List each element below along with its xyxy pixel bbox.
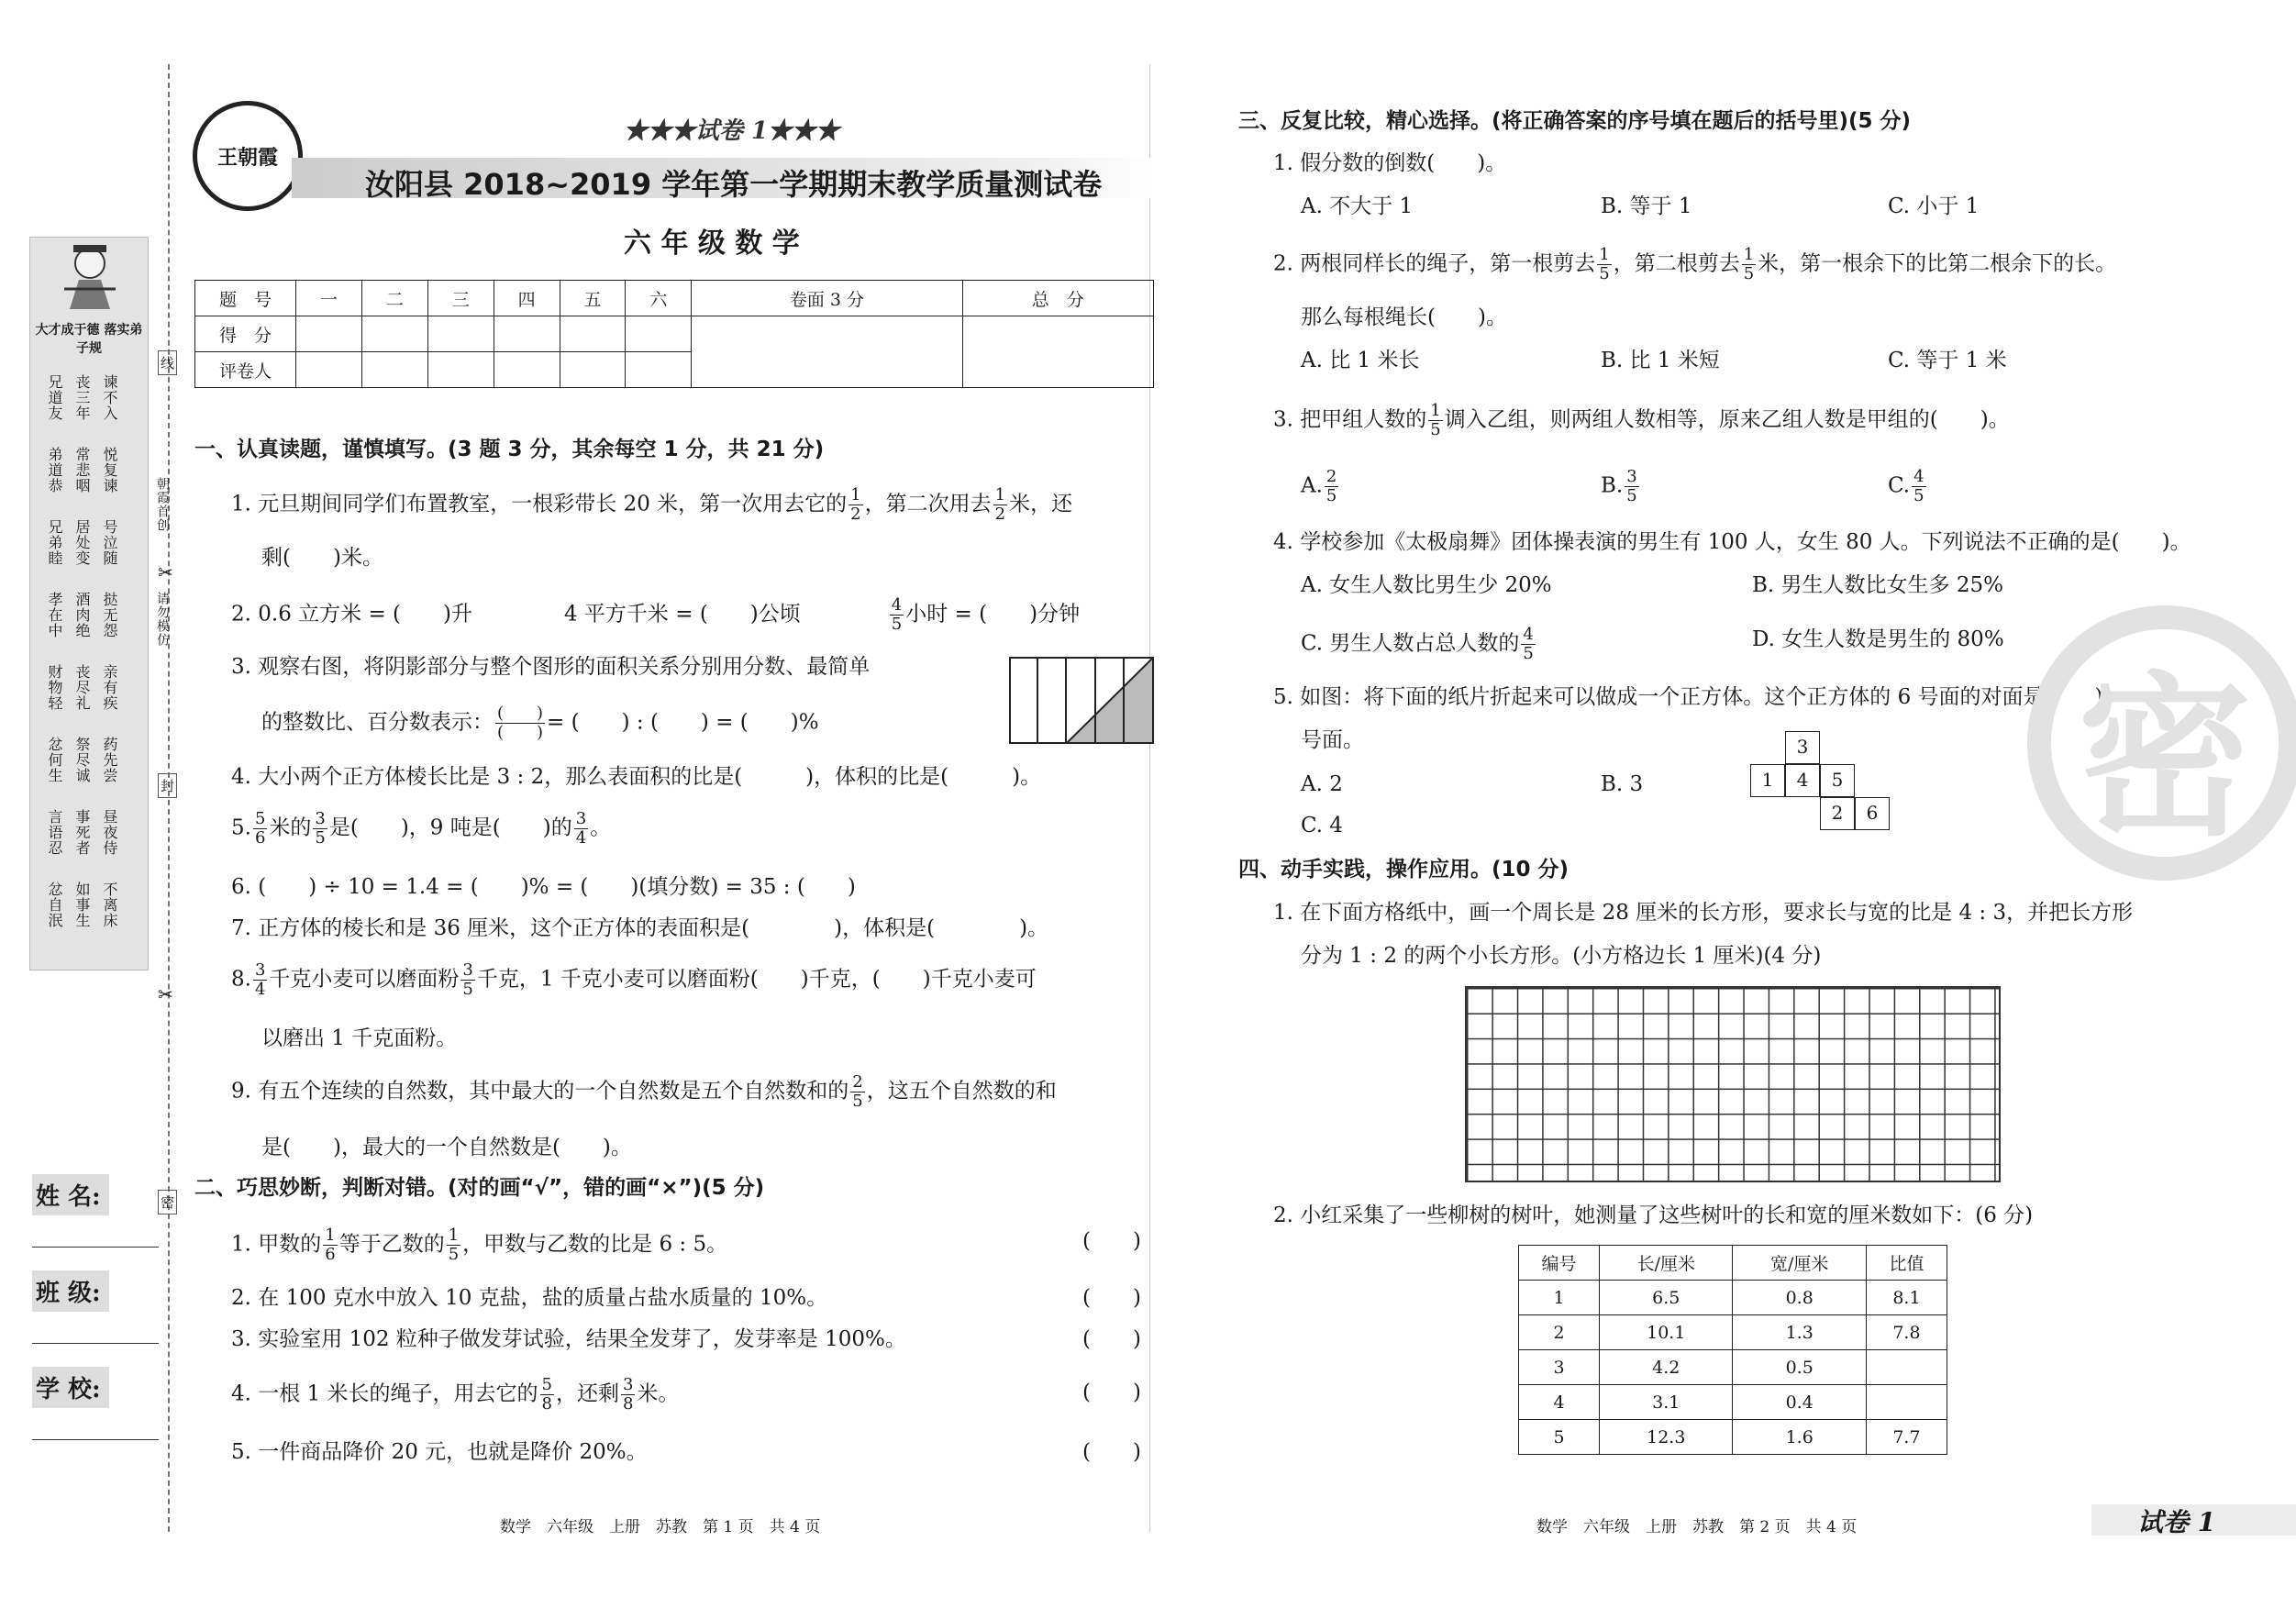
s4-q2: 2. 小红采集了一些柳树的树叶，她测量了这些树叶的长和宽的厘米数如下：(6 分) [1273, 1203, 2034, 1227]
s3-q4-opt: C. 男生人数占总人数的 $\frac{4}{5}$ [1301, 625, 1534, 663]
vertical-note: 朝霞首创 [155, 477, 170, 532]
answer-paren[interactable]: ( ) [1082, 1229, 1141, 1253]
section4-heading: 四、动手实践，操作应用。(10 分) [1238, 858, 1569, 882]
score-table [194, 280, 1154, 388]
net-cell: 6 [1855, 797, 1890, 830]
s2-q4: 4. 一根 1 米长的绳子，用去它的 $\frac{5}{8}$ ，还剩 $\frac{3}{8}$ 米。 [231, 1375, 680, 1414]
seal-watermark-icon: 密 [2027, 605, 2296, 881]
score-cell[interactable] [560, 316, 626, 352]
score-row-label: 得 分 [195, 316, 296, 352]
s1-q3: 3. 观察右图，将阴影部分与整个图形的面积关系分别用分数、最简单 [231, 655, 871, 679]
s3-q4: 4. 学校参加《太极扇舞》团体操表演的男生有 100 人，女生 80 人。下列说法不正确的是( )。 [1273, 530, 2191, 554]
sidebar-verse: 孝在中 [46, 592, 63, 638]
leaf-table-cell: 4.2 [1600, 1350, 1733, 1385]
fraction: $\frac{3}{5}$ [1626, 467, 1637, 505]
seal-line-label: 密 [158, 1190, 177, 1214]
school-label: 学 校: [32, 1367, 109, 1408]
s3-q2-cont: 那么每根绳长( )。 [1301, 305, 1507, 329]
s1-q4: 4. 大小两个正方体棱长比是 3 : 2，那么表面积的比是( )，体积的比是( )。 [231, 765, 1042, 789]
fraction: $\frac{( )}{( )}$ [497, 704, 544, 742]
sidebar-verse: 药先尝 [101, 737, 118, 783]
s3-q2: 2. 两根同样长的绳子，第一根剪去 $\frac{1}{5}$ ，第二根剪去 $\frac{1}{5}$ 米，第一根余下的比第二根余下的长。 [1273, 245, 2117, 283]
s1-q8-cont: 以磨出 1 千克面粉。 [261, 1026, 458, 1050]
score-cell[interactable] [361, 352, 427, 388]
fraction: $\frac{3}{4}$ [254, 960, 266, 999]
s1-q5: 5. $\frac{5}{6}$ 米的 $\frac{3}{5}$ 是( )，9 吨是( )的 $\frac{3}{4}$ 。 [231, 809, 612, 848]
table-row [1519, 1420, 1947, 1455]
shaded-rectangle-figure [1009, 657, 1154, 744]
leaf-table-cell: 1.3 [1733, 1315, 1866, 1350]
s1-q1-cont: 剩( )米。 [261, 546, 383, 570]
s3-q3-opt: B. $\frac{3}{5}$ [1601, 467, 1637, 505]
binding-line [168, 64, 170, 1532]
leaf-table-cell: 6.5 [1600, 1281, 1733, 1315]
score-header-cell: 三 [427, 281, 494, 316]
fraction: $\frac{1}{6}$ [325, 1225, 336, 1264]
s3-q3-opt: A. $\frac{2}{5}$ [1301, 467, 1337, 505]
scissors-icon: ✂ [158, 561, 173, 583]
sidebar-verse: 挞无怨 [101, 592, 118, 638]
sidebar-verse: 谏不入 [101, 374, 118, 421]
score-cell[interactable] [427, 316, 494, 352]
fraction: $\frac{1}{5}$ [448, 1225, 460, 1264]
s4-q1: 1. 在下面方格纸中，画一个周长是 28 厘米的长方形，要求长与宽的比是 4 : 3，并把长方形 [1273, 901, 2134, 925]
sidebar-verse: 兄弟睦 [46, 519, 63, 566]
sidebar-verse: 号泣随 [101, 519, 118, 566]
fraction: $\frac{4}{5}$ [1523, 625, 1534, 663]
footer-right: 数学 六年级 上册 苏教 第 2 页 共 4 页 [1536, 1518, 1858, 1536]
s2-q3: 3. 实验室用 102 粒种子做发芽试验，结果全发芽了，发芽率是 100%。 [231, 1327, 906, 1351]
s3-q2-opt: C. 等于 1 米 [1888, 349, 2007, 372]
sidebar-verse: 忿何生 [46, 737, 63, 783]
s1-q2: 2. 0.6 立方米 = ( )升 4 平方千米 = ( )公顷 $\frac{4}{5}$ 小时 = ( )分钟 [231, 595, 1081, 634]
s1-q1: 1. 元旦期间同学们布置教室，一根彩带长 20 米，第一次用去它的 $\frac{1}{2}$ ，第二次用去 $\frac{1}{2}$ 米，还 [231, 485, 1073, 524]
leaf-table-cell: 1.6 [1733, 1420, 1866, 1455]
s3-q5: 5. 如图：将下面的纸片折起来可以做成一个正方体。这个正方体的 6 号面的对面是( ) [1273, 685, 2103, 709]
seal-line-label: 线 [158, 350, 177, 375]
sidebar-verses [46, 374, 138, 961]
leaf-table-header: 宽/厘米 [1733, 1246, 1866, 1281]
section2-heading: 二、巧思妙断，判断对错。(对的画“√”，错的画“×”)(5 分) [194, 1176, 765, 1200]
leaf-table-cell[interactable] [1866, 1350, 1947, 1385]
name-field[interactable] [32, 1174, 159, 1248]
fraction: $\frac{1}{5}$ [1430, 401, 1441, 439]
fraction: $\frac{1}{5}$ [1743, 245, 1755, 283]
footer-left: 数学 六年级 上册 苏教 第 1 页 共 4 页 [500, 1518, 821, 1536]
table-row [1519, 1281, 1947, 1315]
name-label: 姓 名: [32, 1174, 109, 1215]
sidebar-verse: 祭尽诚 [73, 737, 91, 783]
leaf-table-header: 编号 [1519, 1246, 1600, 1281]
score-header-cell: 六 [626, 281, 692, 316]
fraction: $\frac{5}{8}$ [541, 1375, 552, 1414]
sidebar-verse: 弟道恭 [46, 447, 63, 494]
score-header-cell: 题 号 [195, 281, 296, 316]
s1-q9: 9. 有五个连续的自然数，其中最大的一个自然数是五个自然数和的 $\frac{2}{5}$ ，这五个自然数的和 [231, 1072, 1057, 1111]
s3-q5-cont: 号面。 [1301, 728, 1364, 752]
score-header-cell: 四 [494, 281, 560, 316]
fraction: $\frac{3}{5}$ [462, 960, 473, 999]
leaf-table-cell: 10.1 [1600, 1315, 1733, 1350]
brand-logo [193, 101, 303, 211]
net-cell: 1 [1750, 764, 1785, 797]
leaf-table-cell: 2 [1519, 1315, 1600, 1350]
s3-q4-opt: A. 女生人数比男生少 20% [1301, 573, 1552, 597]
s3-q5-opt: A. 2 [1301, 772, 1343, 796]
fraction: $\frac{4}{5}$ [1913, 467, 1924, 505]
brand-logo-text: 王朝霞 [216, 145, 278, 170]
vertical-note: 请勿模仿 [155, 592, 170, 647]
answer-paren[interactable]: ( ) [1082, 1286, 1141, 1310]
score-cell[interactable] [494, 352, 560, 388]
s3-q4-opt: D. 女生人数是男生的 80% [1752, 627, 2004, 651]
leaf-table-cell[interactable] [1866, 1385, 1947, 1420]
mascot-icon [53, 243, 127, 315]
graph-paper[interactable] [1465, 986, 2001, 1182]
fraction: $\frac{3}{4}$ [575, 809, 587, 848]
sidebar-verse: 丧尽礼 [73, 664, 91, 711]
s3-q2-opt: A. 比 1 米长 [1301, 349, 1420, 372]
sidebar-motto: 大才成于德 落实弟子规 [35, 323, 143, 356]
score-header-cell: 总 分 [962, 281, 1153, 316]
s3-q4-opt: B. 男生人数比女生多 25% [1752, 573, 2003, 597]
sidebar-verse: 财物轻 [46, 664, 63, 711]
s1-q3-cont: 的整数比、百分数表示： $\frac{( )}{( )}$ = ( ) : ( ) = ( )% [261, 704, 819, 742]
s1-q7: 7. 正方体的棱长和是 36 厘米，这个正方体的表面积是( )，体积是( )。 [231, 916, 1049, 940]
s3-q1-opt: A. 不大于 1 [1301, 194, 1414, 218]
sidebar-verse: 忿自泯 [46, 882, 63, 928]
score-cell[interactable] [692, 316, 962, 388]
leaf-table-cell: 8.1 [1866, 1281, 1947, 1315]
fraction: $\frac{2}{5}$ [852, 1072, 863, 1111]
score-header-cell: 卷面 3 分 [692, 281, 962, 316]
section3-heading: 三、反复比较，精心选择。(将正确答案的序号填在题后的括号里)(5 分) [1238, 109, 1912, 133]
score-header-cell: 二 [361, 281, 427, 316]
s2-q2: 2. 在 100 克水中放入 10 克盐，盐的质量占盐水质量的 10%。 [231, 1286, 828, 1310]
s1-q9-cont: 是( )，最大的一个自然数是( )。 [261, 1136, 632, 1159]
score-cell[interactable] [494, 316, 560, 352]
leaf-table-cell: 7.7 [1866, 1420, 1947, 1455]
leaf-table-cell: 5 [1519, 1420, 1600, 1455]
fraction: $\frac{1}{5}$ [1599, 245, 1610, 283]
score-row-label: 评卷人 [195, 352, 296, 388]
leaf-table-cell: 7.8 [1866, 1315, 1947, 1350]
sidebar-verse: 常悲咽 [73, 447, 91, 494]
s4-q1-cont: 分为 1 : 2 的两个小长方形。(小方格边长 1 厘米)(4 分) [1301, 944, 1822, 968]
sidebar-verse: 昼夜侍 [101, 809, 118, 856]
score-cell[interactable] [427, 352, 494, 388]
leaf-table-cell: 0.5 [1733, 1350, 1866, 1385]
sidebar-verse: 丧三年 [73, 374, 91, 421]
s3-q3-opt: C. $\frac{4}{5}$ [1888, 467, 1924, 505]
sidebar-verse: 居处变 [73, 519, 91, 566]
score-header-cell: 五 [560, 281, 626, 316]
sidebar-verse: 言语忍 [46, 809, 63, 856]
s3-q1-opt: B. 等于 1 [1601, 194, 1692, 218]
cube-net [1750, 731, 1897, 832]
net-cell: 4 [1785, 764, 1820, 797]
fraction: $\frac{1}{2}$ [850, 485, 861, 524]
score-header-cell: 一 [296, 281, 362, 316]
leaf-table-cell: 1 [1519, 1281, 1600, 1315]
exam-badge: ★★★试卷 1★★★ [624, 117, 840, 145]
score-cell[interactable] [626, 316, 692, 352]
score-cell[interactable] [962, 316, 1153, 388]
s3-q2-opt: B. 比 1 米短 [1601, 349, 1720, 372]
class-label: 班 级: [32, 1270, 109, 1312]
table-row [1519, 1315, 1947, 1350]
net-cell: 2 [1820, 797, 1855, 830]
leaf-table-cell: 12.3 [1600, 1420, 1733, 1455]
score-cell[interactable] [296, 352, 362, 388]
score-cell[interactable] [296, 316, 362, 352]
table-row [1519, 1385, 1947, 1420]
net-cell: 5 [1820, 764, 1855, 797]
answer-paren[interactable]: ( ) [1082, 1327, 1141, 1351]
leaf-table-cell: 4 [1519, 1385, 1600, 1420]
school-field[interactable] [32, 1367, 159, 1440]
fraction: $\frac{3}{5}$ [315, 809, 326, 848]
leaf-table-header: 长/厘米 [1600, 1246, 1733, 1281]
sidebar-verse: 不离床 [101, 882, 118, 928]
leaf-table-cell: 3.1 [1600, 1385, 1733, 1420]
net-cell: 3 [1785, 731, 1820, 764]
sidebar-verse: 酒肉绝 [73, 592, 91, 638]
s2-q5: 5. 一件商品降价 20 元，也就是降价 20%。 [231, 1440, 648, 1464]
s3-q5-opt: C. 4 [1301, 814, 1344, 837]
answer-paren[interactable]: ( ) [1082, 1381, 1141, 1404]
subject-title: 六 年 级 数 学 [624, 227, 800, 260]
fraction: $\frac{4}{5}$ [891, 595, 903, 634]
leaf-table-header: 比值 [1866, 1246, 1947, 1281]
exam-title: 汝阳县 2018~2019 学年第一学期期末教学质量测试卷 [365, 167, 1103, 202]
leaf-table-cell: 0.4 [1733, 1385, 1866, 1420]
sidebar-verse: 悦复谏 [101, 447, 118, 494]
leaf-table-cell: 3 [1519, 1350, 1600, 1385]
class-field[interactable] [32, 1270, 159, 1344]
sidebar-verse: 兄道友 [46, 374, 63, 421]
score-cell[interactable] [361, 316, 427, 352]
scissors-icon: ✂ [158, 983, 173, 1005]
sidebar-verse: 事死者 [73, 809, 91, 856]
leaf-table-cell: 0.8 [1733, 1281, 1866, 1315]
s1-q8: 8. $\frac{3}{4}$ 千克小麦可以磨面粉 $\frac{3}{5}$ 千克，1 千克小麦可以磨面粉( )千克，( )千克小麦可 [231, 960, 1037, 999]
sidebar-verse: 如事生 [73, 882, 91, 928]
s3-q3: 3. 把甲组人数的 $\frac{1}{5}$ 调入乙组，则两组人数相等，原来乙组人数是甲组的( )。 [1273, 401, 2010, 439]
table-row [1519, 1350, 1947, 1385]
sidebar-verse: 亲有疾 [101, 664, 118, 711]
score-cell[interactable] [560, 352, 626, 388]
fraction: $\frac{2}{5}$ [1325, 467, 1337, 505]
seal-line-label: 封 [158, 773, 177, 798]
leaf-table [1518, 1245, 1947, 1455]
footer-tag: 试卷 1 [2137, 1507, 2216, 1537]
fraction: $\frac{5}{6}$ [254, 809, 266, 848]
fraction: $\frac{1}{2}$ [994, 485, 1006, 524]
s1-q6: 6. ( ) ÷ 10 = 1.4 = ( )% = ( )(填分数) = 35 : ( ) [231, 875, 856, 899]
s2-q1: 1. 甲数的 $\frac{1}{6}$ 等于乙数的 $\frac{1}{5}$ ，甲数与乙数的比是 6 : 5。 [231, 1225, 728, 1264]
score-cell[interactable] [626, 352, 692, 388]
s3-q1-opt: C. 小于 1 [1888, 194, 1980, 218]
section1-heading: 一、认真读题，谨慎填写。(3 题 3 分，其余每空 1 分，共 21 分) [194, 438, 825, 461]
answer-paren[interactable]: ( ) [1082, 1440, 1141, 1464]
s3-q1: 1. 假分数的倒数( )。 [1273, 151, 1507, 175]
s3-q5-opt: B. 3 [1601, 772, 1644, 796]
fraction: $\frac{3}{8}$ [622, 1375, 634, 1414]
